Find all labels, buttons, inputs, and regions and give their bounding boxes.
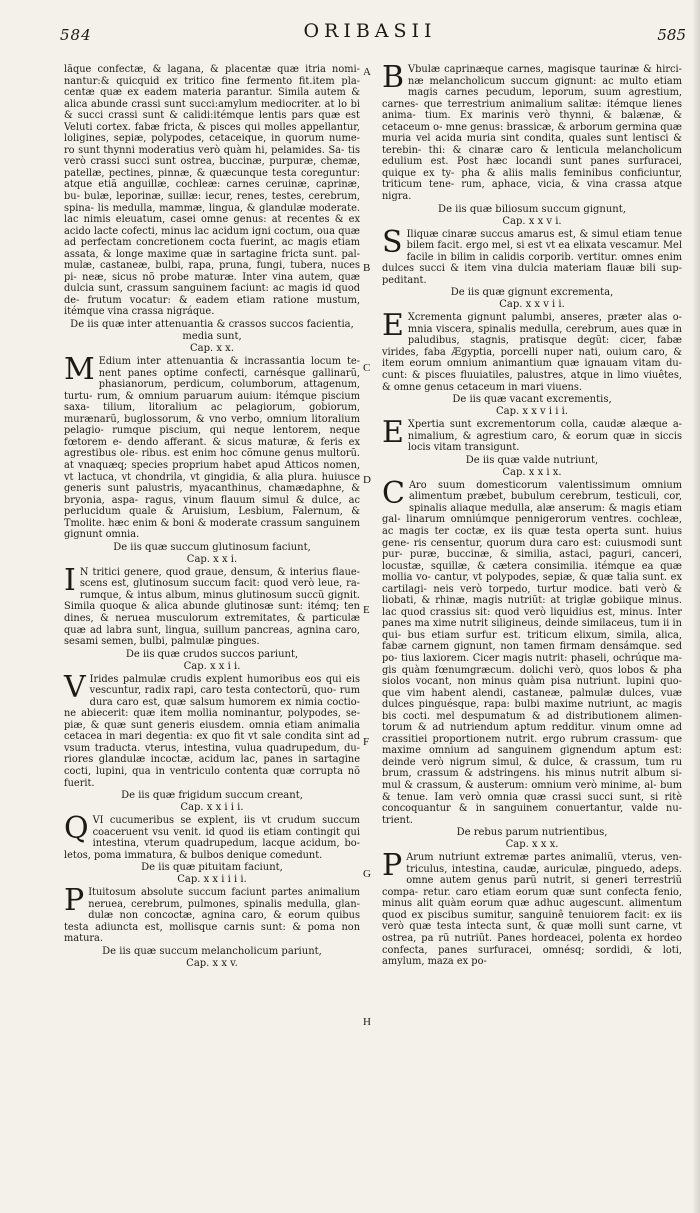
chapter-heading: De iis quæ biliosum succum gignunt,: [438, 203, 626, 215]
drop-cap: B: [382, 60, 405, 95]
chapter-heading: De iis quæ valde nutriunt,: [465, 454, 599, 466]
chapter-number: Cap. x x v i i.: [499, 299, 565, 311]
drop-cap: S: [382, 224, 403, 260]
chapter-number: Cap. x x i i.: [183, 660, 241, 672]
paragraph: E Xcrementa gignunt palumbi, anseres, præter alas o- mnia viscera, spinalis medulla, cerebrum, aues quæ in paludibus, stagnis, pratisque degũt: cicer, fabæ virides, faba Ægyptia, porcelli nuper nati, ouium caro, & item eorum omnium animantium quæ ignauam vitam du- cunt: & pisces fluuiatiles, palustres, atque in limo viuêtes, & omne genus cetaceum in mari viuens.: [382, 308, 682, 393]
margin-letter-d: D: [363, 474, 371, 486]
paragraph: B Vbulæ caprinæque carnes, magisque taurinæ & hirci- næ melancholicum succum gignunt: ac multo etiam magis carnes pecudum, leporum, suum agrestium, carnes- que terrestrium animalium salitæ: itémque lienes anima- tium. Ex marinis verò thynni, & balænæ, & cetaceum o- mne genus: brassicæ, & arborum germina quæ muria vel acida muria sint condita, quales sunt lentisci & terebin- thi: & cinaræ caro & lenticula melancholicum edulium est. Post hæc locandi sunt panes surfuracei, quique ex ty- pha & aliis malis feminibus conficiuntur, triticum tene- rum, aphace, vicia, & vina crassa atque nigra.: [382, 60, 682, 203]
margin-letter-e: E: [363, 604, 370, 616]
drop-cap: Q: [64, 811, 89, 847]
margin-letter-c: C: [363, 362, 371, 374]
chapter-number: Cap. x x i x.: [502, 466, 562, 478]
margin-letter-b: B: [363, 262, 371, 274]
chapter-number: Cap. x x i i i i.: [177, 874, 247, 886]
chapter-number: Cap. x x x.: [505, 839, 559, 851]
chapter-heading: De rebus parum nutrientibus,: [456, 827, 608, 839]
chapter-number: Cap. x x.: [189, 343, 234, 355]
chapter-heading: De iis quæ succum melancholicum pariunt,: [102, 946, 322, 957]
chapter-heading: De iis quæ succum glutinosum faciunt,: [113, 541, 311, 553]
margin-letter-g: G: [363, 868, 371, 880]
drop-cap: P: [64, 883, 85, 919]
drop-cap: I: [64, 562, 76, 598]
drop-cap: P: [382, 848, 403, 884]
paragraph: V Irides palmulæ crudis explent humoribus eos qui eis vescuntur, radix rapi, caro testa contectorũ, quo- rum dura caro est, quæ salsum humorem ex nimia coctio- ne abiecerit: quæ item mollia nominantur, polypodes, se- piæ, & quæ sunt generis eiusdem. omnia etiam animalia cetacea in mari degentia: ex quo fit vt sale condita sint ad vsum traducta. vterus, intestina, vulua quadrupedum, du- riores glandulæ incoctæ, acidum lac, panes in sartagine cocti, lupini, qua in ventriculo contenta quæ corrupta nõ fuerit.: [64, 669, 360, 789]
paragraph: I N tritici genere, quod graue, densum, & interius flaue- scens est, glutinosum succum facit: quod verò leue, ra- rumque, & intus album, minus glutinosum succũ gignit. Simila quoque & alica abunde glutinosæ sunt: itémq; ten dines, & neruea musculorum extremitates, & particulæ quæ ad labra sunt, lingua, suillum pancreas, agnina caro, sesami semen, bulbi, palmulæ pingues.: [64, 562, 360, 648]
margin-letter-a: A: [363, 66, 371, 78]
page-edge-shadow: [692, 0, 700, 1213]
paragraph: P Ituitosum absolute succum faciunt partes animalium neruea, cerebrum, pulmones, spinalis medulla, glan- dulæ non concoctæ, agnina caro, & eorum quibus testa adiuncta est, mollisque carnis sunt: & poma non matura.: [64, 883, 360, 945]
chapter-heading: De iis quæ pituitam faciunt,: [141, 862, 283, 874]
chapter-heading: De iis quæ inter attenuantia & crassos succos facientia, media sunt,: [70, 319, 354, 343]
chapter-number: Cap. x x v.: [186, 958, 238, 969]
chapter-heading: De iis quæ crudos succos pariunt,: [125, 648, 299, 660]
margin-letters: [363, 64, 383, 1164]
page-number-right: 585: [657, 26, 686, 44]
drop-cap: E: [382, 415, 404, 451]
paragraph: lăque confectæ, & lagana, & placentæ quæ itria nomi- nantur:& quicquid ex tritico fine fermento fit.item pla- centæ quæ ex eadem materia parantur. Simila autem & alica abunde crassi sunt succi:amylum mediocriter. at lo bi & succi crassi sunt & calidi:itémque lentis pars quæ est Veluti cortex. fabæ fricta, & pisces qui molles appellantur, loligines, sepiæ, polypodes, cetaceique, in quorum nume- ro sunt thynni moderatius verò quàm hi, pelamides. Sa- tis verò crassi succi sunt ostrea, buccinæ, purpuræ, chemæ, patellæ, pectines, pinnæ, & quæcunque testa coreguntur: atque etiã anguillæ, cochleæ: carnes ceruinæ, caprinæ, bu- bulæ, leporinæ, suillæ: iecur, renes, testes, cerebrum, spina- lis medulla, mammæ, lingua, & glandulæ moderate. lac nimis eleuatum, casei omne genus: at recentes & ex acido lacte cofecti, minus lac acidum igni coctum, oua quæ ad perfectam concretionem cocta fuerint, ac magis etiam assata, & longe maxime quæ in sartagine fricta sunt. pal- mulæ, castaneæ, bulbi, rapa, pruna, fungi, tubera, nuces pi- neæ, sicus nõ probe maturæ. Inter vina autem, quæ dulcia sunt, crassum sanguinem faciunt: ac magis id quod de- frutum vocatur: & eadem etiam ratione mustum, itémque vina crassa nigráque.: [64, 64, 360, 318]
drop-cap: C: [382, 475, 405, 511]
left-column: [64, 64, 360, 971]
drop-cap: V: [64, 669, 86, 705]
right-column: [382, 60, 682, 969]
margin-letter-h: H: [363, 1016, 371, 1028]
chapter-number: Cap. x x v i.: [502, 215, 562, 227]
chapter-heading: De iis quæ frigidum succum creant,: [121, 790, 303, 802]
chapter-number: Cap. x x i.: [186, 553, 238, 565]
chapter-heading: De iis quæ gignunt excrementa,: [450, 287, 614, 299]
running-head: ORIBASII: [303, 20, 437, 42]
chapter-number: Cap. x x i i i.: [180, 802, 244, 814]
page-number-left: 584: [60, 26, 92, 44]
paragraph: QVI cucumeribus se explent, iis vt crudum succum coaceruent vsu venit. id quod iis etiam contingit qui intestina, vterum quadrupedum, lacque acidum, bo- letos, poma immatura, & bulbos denique comedunt.: [64, 811, 360, 861]
paragraph: S Iliquæ cinaræ succus amarus est, & simul etiam tenue bilem facit. ergo mel, si est vt ea elixata vescamur. Mel facile in bilim in calidis corporib. vertitur. omnes enim dulces succi & item vina dulcia materiam flauæ bili sup- peditant.: [382, 224, 682, 286]
paragraph: E Xpertia sunt excrementorum colla, caudæ alæque a- nimalium, & agrestium caro, & eorum quæ in siccis locis vitam transigunt.: [382, 415, 682, 454]
margin-letter-f: F: [363, 736, 370, 748]
paragraph: C Aro suum domesticorum valentissimum omnium alimentum præbet, bubulum cerebrum, testiculi, cor, spinalis aliaque medulla, alæ anserum: & magis etiam gal- linarum omniúmque pennigerorum ventres. cochleæ, ac magis ter coctæ, ex iis quæ testa operta sunt. huius gene- ris censentur, quorum dura caro est: cuiusmodi sunt pur- puræ, buccinæ, & similia, astaci, paguri, canceri, locustæ, squillæ, & cætera consimilia. itémque ea quæ mollia vo- cantur, vt polypodes, sepiæ, & quæ talia sunt. ex cartilagi- neis verò torpedo, turtur modice. bati verò & liobati, & rhinæ, magis nutriũt: at triglæ gobiique minus. lac quod crassius sit: quod verò liquidius est, minus. Inter panes ma xime nutrit siligineus, deinde similaceus, tum ii in qui- bus etiam surfur est. triticum elixum, simila, alica, fabæ carnem gignunt, non tamen firmam densámque. sed po- tius laxiorem. Cicer magis nutrit: phaseli, ochrúque ma- gis quàm fœnumgræcum. dolichi verò, quos lobos & pha siolos vocant, non minus quàm pisa nutriunt. lupini quo- que vim habent alendi, castaneæ, palmulæ dulces, vuæ dulces pinguésque, rapa: bulbi maxime nutriunt, ac magis bis cocti. mel despumatum & ad distributionem alimen- torum & ad nutriendum aptum redditur. vinum omne ad crassitiei proportionem nutrit. ergo rubrum crassum- que maxime omnium ad sanguinem gignendum aptum est: deinde verò nigrum simul, & dulce, & crassum, tum ru brum, crassum & adstringens. his minus nutrit album si- mul & crassum, & austerum: omnium verò minime, al- bum & tenue. Iam verò omnia quæ crassi succi sunt, si ritè concoquantur & in sanguinem conuertantur, valde nu- trient.: [382, 475, 682, 826]
chapter-heading: De iis quæ vacant excrementis,: [452, 394, 612, 406]
paragraph: P Arum nutriunt extremæ partes animaliũ, vterus, ven- triculus, intestina, caudæ, auriculæ, pinguedo, adeps. omne autem genus parũ nutrit, si generi terrestriũ compa- retur. caro etiam eorum quæ sunt confecta fenio, minus alit quàm eorum quæ adhuc augescunt. alimentum quod ex piscibus sumitur, sanguinê tenuiorem facit: ex iis verò quæ testa intecta sunt, & quæ molli sunt carne, vt ostrea, pa rũ nutriũt. Panes hordeacei, polenta ex hordeo confecta, panes surfuracei, omnésq; sordidi, & loti, amylum, maza ex po-: [382, 848, 682, 968]
paragraph: M Edium inter attenuantia & incrassantia locum te- nent panes optime confecti, carnésque gallinarũ, phasianorum, perdicum, columborum, attagenum, turtu- rum, & omnium paruarum auium: itémque piscium saxa- tilium, litoralium ac pelagiorum, gobiorum, murænarũ, buglossorum, & vno verbo, omnium litoralium pelagio- rumque piscium, qui neque lentorem, neque fœtorem e- dendo afferant. & sicus maturæ, & feris ex agrestibus ole- ribus. est enim hoc cõmune genus multorũ. at vnaquæq; species proprium habet apud Atticos nomen, vt lactuca, vt chondrila, vt gingidia, & alia plura. huiusce generis sunt palustris, myacanthinus, chamædaphne, & bryonia, aspa- ragus, vinum flauum simul & dulce, ac perlucidum quale & Aruisium, Lesbium, Falernum, & Tmolite. hæc enim & boni & moderate crassum sanguinem gignunt omnia.: [64, 352, 360, 541]
chapter-number: Cap. x x v i i i.: [496, 406, 568, 418]
drop-cap: E: [382, 308, 404, 344]
drop-cap: M: [64, 352, 95, 388]
